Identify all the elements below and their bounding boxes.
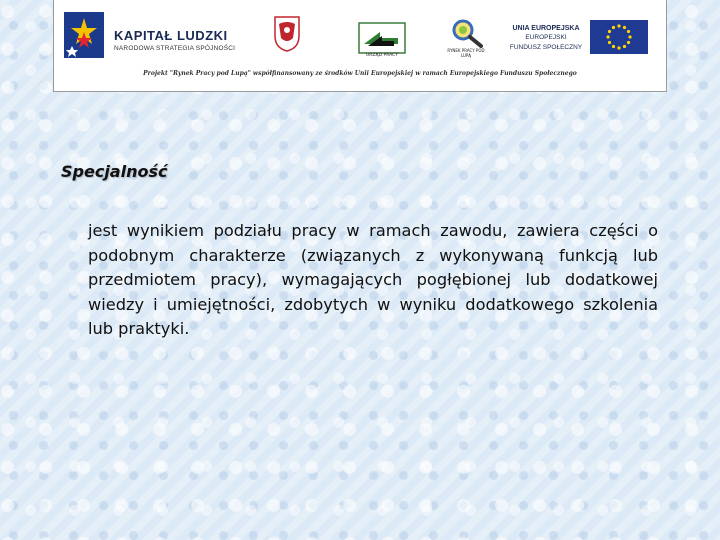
header-banner (53, 0, 667, 92)
eu-star-icon (606, 35, 609, 38)
coat-of-arms-icon (274, 16, 300, 52)
eu-star-icon (617, 24, 620, 27)
eu-star-icon (617, 46, 620, 49)
kapital-ludzki-title: KAPITAŁ LUDZKI (114, 28, 228, 43)
kapital-ludzki-star-icon (64, 12, 104, 58)
project-funding-line: Projekt "Rynek Pracy pod Lupą" współfinansowany ze środków Unii Europejskiej w ramach Europejskiego Funduszu Społecznego (143, 70, 577, 77)
rynek-pracy-label: RYNEK PRACY POD LUPĄ (447, 48, 485, 58)
eu-subtitle-2: FUNDUSZ SPOŁECZNY (509, 44, 583, 51)
eu-star-icon (623, 26, 626, 29)
eu-star-icon (612, 45, 615, 48)
eu-flag-icon (590, 20, 648, 54)
section-heading: Specjalność (61, 162, 168, 181)
eu-star-icon (612, 26, 615, 29)
kapital-ludzki-text (114, 28, 235, 52)
magnifier-logo-icon (450, 18, 484, 48)
kapital-ludzki-subtitle: NARODOWA STRATEGIA SPÓJNOŚCI (114, 45, 236, 52)
definition-paragraph: jest wynikiem podziału pracy w ramach zawodu, zawiera części o podobnym charakterze (związanych z wykonywaną funkcją lub przedmiotem pracy), wymagających pogłębionej lub dodatkowej wiedzy i umiejętności, zdobytych w wyniku dodatkowego szkolenia lub praktyki. (88, 221, 658, 339)
eu-star-icon (608, 30, 611, 33)
eu-star-icon (608, 41, 611, 44)
logo-row (54, 8, 666, 60)
eu-text-block (504, 25, 588, 52)
eu-star-icon (628, 35, 631, 38)
urzad-pracy-label: URZĄD PRACY (366, 53, 398, 58)
eu-star-icon (623, 45, 626, 48)
eu-star-icon (627, 30, 630, 33)
eu-subtitle-1: EUROPEJSKI (525, 34, 567, 41)
urzad-pracy-logo-icon (358, 22, 406, 54)
eu-star-icon (627, 41, 630, 44)
eu-title: UNIA EUROPEJSKA (512, 25, 580, 32)
